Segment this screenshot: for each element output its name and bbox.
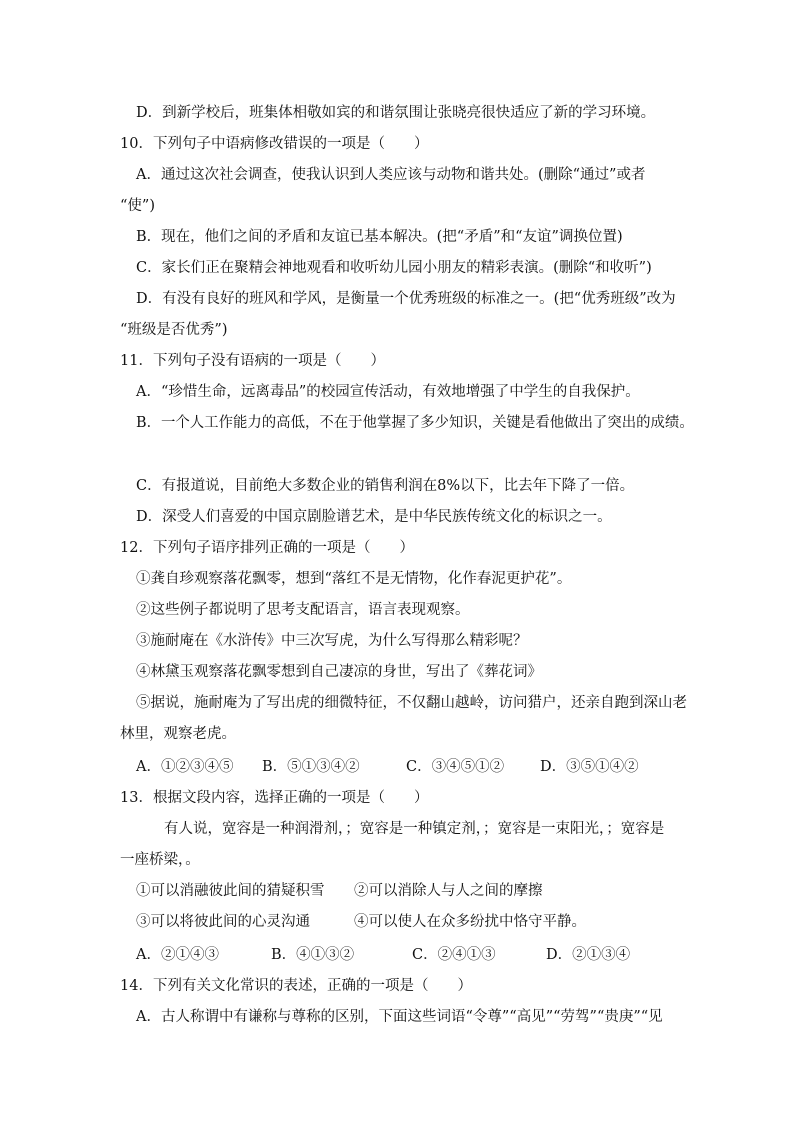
q11-option-b: B．一个人工作能力的高低，不在于他掌握了多少知识，关键是看他做出了突出的成绩。 — [136, 415, 694, 431]
q10-option-b: B．现在，他们之间的矛盾和友谊已基本解决。(把“矛盾”和“友谊”调换位置) — [136, 229, 623, 245]
q10-option-a-cont: “使”) — [120, 198, 155, 214]
q13-choice-3: ③可以将彼此间的心灵沟通 — [136, 914, 310, 930]
q11-option-a: A．“珍惜生命，远离毒品”的校园宣传活动，有效地增强了中学生的自我保护。 — [136, 384, 640, 400]
q12-sentence-2: ②这些例子都说明了思考支配语言，语言表现观察。 — [136, 602, 470, 618]
q12-options — [136, 757, 639, 777]
q13-choice-2: ②可以消除人与人之间的摩擦 — [354, 883, 543, 899]
q12-option-b: B．⑤①③④② — [262, 759, 360, 775]
q13-option-c: C．②④①③ — [412, 947, 496, 963]
q13-option-d: D．②①③④ — [546, 947, 631, 963]
q10-option-a: A．通过这次社会调查，使我认识到人类应该与动物和谐共处。(删除“通过”或者 — [136, 167, 646, 183]
q11-stem: 11．下列句子没有语病的一项是（ ） — [120, 353, 385, 369]
q13-passage-cont: 一座桥梁，。 — [120, 852, 200, 868]
q11-option-c: C．有报道说，目前绝大多数企业的销售利润在8%以下，比去年下降了一倍。 — [136, 478, 635, 494]
q10-option-c: C．家长们正在聚精会神地观看和收听幼儿园小朋友的精彩表演。(删除“和收听”) — [136, 260, 652, 276]
q10-option-d-cont: “班级是否优秀”) — [120, 322, 228, 338]
q14-option-a: A．古人称谓中有谦称与尊称的区别，下面这些词语“令尊”“高见”“劳驾”“贵庚”“见 — [136, 1009, 663, 1025]
q9-option-d: D．到新学校后，班集体相敬如宾的和谐氛围让张晓亮很快适应了新的学习环境。 — [136, 105, 656, 121]
q13-option-a: A．②①④③ — [136, 947, 219, 963]
q11-option-d: D．深受人们喜爱的中国京剧脸谱艺术，是中华民族传统文化的标识之一。 — [136, 509, 612, 525]
q13-choice-4: ④可以使人在众多纷扰中恪守平静。 — [354, 914, 586, 930]
q13-choices-row-1 — [136, 881, 543, 901]
q12-option-c: C．③④⑤①② — [406, 759, 505, 775]
q12-stem: 12．下列句子语序排列正确的一项是（ ） — [120, 540, 414, 556]
q12-sentence-1: ①龚自珍观察落花飘零，想到“落红不是无情物，化作春泥更护花”。 — [136, 571, 572, 587]
q14-stem: 14．下列有关文化常识的表述，正确的一项是（ ） — [120, 978, 472, 994]
q12-sentence-4: ④林黛玉观察落花飘零想到自己凄凉的身世，写出了《葬花词》 — [136, 664, 542, 680]
q13-option-b: B．④①③② — [271, 947, 355, 963]
q13-choices-row-2 — [136, 912, 586, 932]
q12-sentence-3: ③施耐庵在《水浒传》中三次写虎，为什么写得那么精彩呢？ — [136, 633, 528, 649]
q10-option-d: D．有没有良好的班风和学风，是衡量一个优秀班级的标准之一。(把“优秀班级”改为 — [136, 291, 676, 307]
q13-choice-1: ①可以消融彼此间的猜疑积雪 — [136, 883, 325, 899]
q12-sentence-5: ⑤据说，施耐庵为了写出虎的细微特征，不仅翻山越岭，访问猎户，还亲自跑到深山老 — [136, 695, 687, 711]
q13-stem: 13．根据文段内容，选择正确的一项是（ ） — [120, 790, 429, 806]
q10-stem: 10．下列句子中语病修改错误的一项是（ ） — [120, 136, 429, 152]
q12-option-a: A．①②③④⑤ — [136, 759, 234, 775]
q13-passage: 有人说，宽容是一种润滑剂，；宽容是一种镇定剂，；宽容是一束阳光，；宽容是 — [164, 821, 665, 837]
q12-sentence-5-cont: 林里，观察老虎。 — [120, 726, 236, 742]
q12-option-d: D．③⑤①④② — [540, 759, 639, 775]
q13-options — [136, 945, 630, 965]
